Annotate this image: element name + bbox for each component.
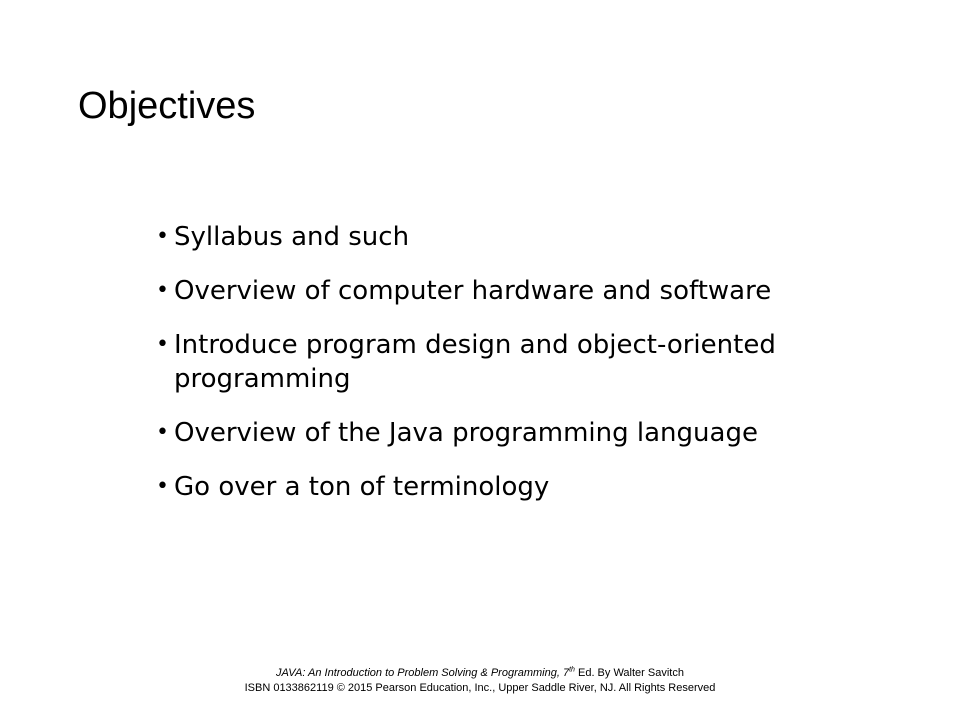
slide-title: Objectives [78,85,256,127]
list-item [156,328,896,396]
copyright-footer [0,666,960,696]
list-item [156,470,896,504]
footer-author: Ed. By Walter Savitch [574,667,684,679]
bullet-icon: • [156,474,169,499]
bullet-text: Overview of the Java programming language [174,418,758,448]
footer-edition-sup: th [569,666,575,674]
bullet-icon: • [156,332,169,357]
footer-book-title: JAVA: An Introduction to Problem Solving & Programming, 7 [276,667,570,679]
bullet-text: Syllabus and such [174,222,410,252]
list-item [156,416,896,450]
bullet-icon: • [156,224,169,249]
list-item [156,274,896,308]
bullet-text: Go over a ton of terminology [174,472,550,502]
footer-citation [0,666,960,681]
bullet-icon: • [156,278,169,303]
list-item [156,220,896,254]
bullet-text: Introduce program design and object-oriented programming [174,330,776,394]
objectives-list [156,220,896,524]
bullet-icon: • [156,420,169,445]
bullet-text: Overview of computer hardware and software [174,276,772,306]
footer-copyright: ISBN 0133862119 © 2015 Pearson Education, Inc., Upper Saddle River, NJ. All Rights Reserved [244,682,716,694]
